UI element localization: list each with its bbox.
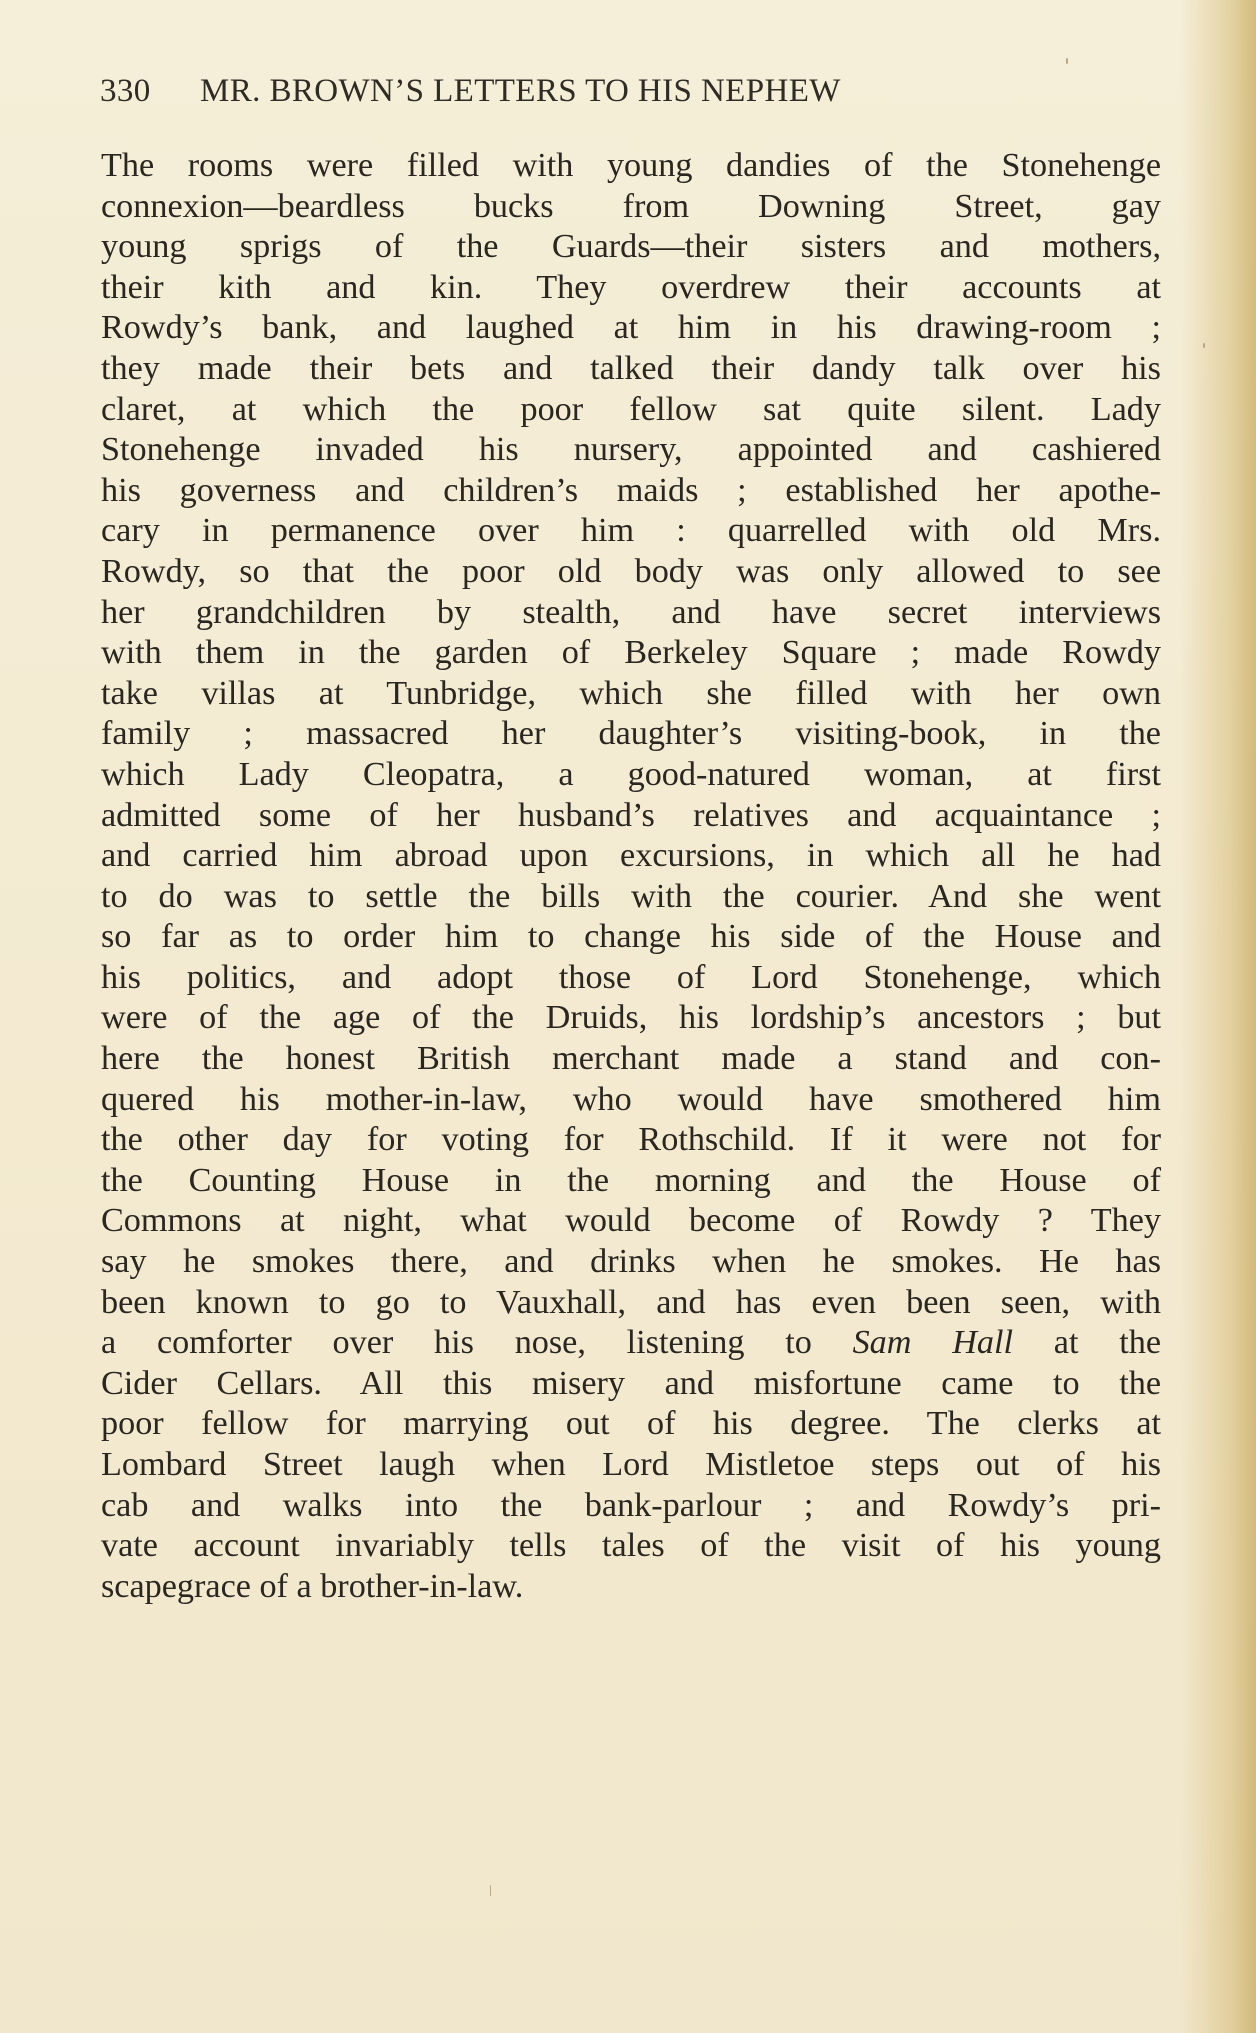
text-line: say he smokes there, and drinks when he smokes. He has (101, 1243, 1161, 1281)
text-line: here the honest British merchant made a stand and con- (101, 1040, 1161, 1078)
text-line: they made their bets and talked their dandy talk over his (101, 349, 1161, 387)
text-line: Stonehenge invaded his nursery, appointed and cashiered (101, 431, 1161, 469)
text-line: admitted some of her husband’s relatives and acquaintance ; (101, 796, 1161, 834)
text-line: to do was to settle the bills with the courier. And she went (101, 877, 1161, 915)
text-line: Commons at night, what would become of Rowdy ? They (101, 1202, 1161, 1240)
text-line: the other day for voting for Rothschild. If it were not for (101, 1121, 1161, 1159)
text-line: Cider Cellars. All this misery and misfortune came to the (101, 1364, 1161, 1402)
text-line: cab and walks into the bank-parlour ; and Rowdy’s pri- (101, 1486, 1161, 1524)
text-line: Rowdy, so that the poor old body was only allowed to see (101, 552, 1161, 590)
text-line-with-italic (101, 1323, 1161, 1364)
text-line: family ; massacred her daughter’s visiting-book, in the (101, 715, 1161, 753)
body-text (101, 146, 1161, 1607)
text-line: take villas at Tunbridge, which she filled with her own (101, 674, 1161, 712)
text-line: been known to go to Vauxhall, and has even been seen, with (101, 1283, 1161, 1321)
text-line: his governess and children’s maids ; established her apothe- (101, 471, 1161, 509)
text-line: poor fellow for marrying out of his degree. The clerks at (101, 1405, 1161, 1443)
text-line: quered his mother-in-law, who would have smothered him (101, 1080, 1161, 1118)
running-title: MR. BROWN’S LETTERS TO HIS NEPHEW (200, 73, 841, 109)
text-line: young sprigs of the Guards—their sisters and mothers, (101, 228, 1161, 266)
text-line: with them in the garden of Berkeley Square ; made Rowdy (101, 634, 1161, 672)
text-line: his politics, and adopt those of Lord Stonehenge, which (101, 958, 1161, 996)
text-line: The rooms were filled with young dandies of the Stonehenge (101, 147, 1161, 184)
text-line: Lombard Street laugh when Lord Mistletoe steps out of his (101, 1446, 1161, 1483)
text-segment: a comforter over his nose, listening to (101, 1324, 853, 1362)
paper-speck (1203, 343, 1205, 348)
text-line: connexion—beardless bucks from Downing Street, gay (101, 187, 1161, 225)
text-line: the Counting House in the morning and the House of (101, 1161, 1161, 1199)
running-head (100, 70, 1160, 112)
italic-title: Sam Hall (852, 1324, 1014, 1362)
paper-speck (490, 1885, 491, 1896)
text-line: so far as to order him to change his side of the House and (101, 918, 1161, 956)
text-line: vate account invariably tells tales of the visit of his young (101, 1527, 1161, 1565)
text-segment: at the (1013, 1324, 1162, 1362)
text-line: were of the age of the Druids, his lordship’s ancestors ; but (101, 999, 1161, 1037)
text-line: which Lady Cleopatra, a good-natured woman, at first (101, 755, 1161, 793)
text-line: claret, at which the poor fellow sat quite silent. Lady (101, 390, 1161, 428)
text-line: cary in permanence over him : quarrelled with old Mrs. (101, 512, 1161, 550)
text-line: their kith and kin. They overdrew their accounts at (101, 268, 1161, 306)
text-line-last: scapegrace of a brother-in-law. (101, 1567, 524, 1605)
text-line: and carried him abroad upon excursions, in which all he had (101, 837, 1161, 875)
text-line: her grandchildren by stealth, and have secret interviews (101, 593, 1161, 631)
paper-speck (1066, 58, 1068, 64)
text-line: Rowdy’s bank, and laughed at him in his drawing-room ; (101, 309, 1161, 347)
page-number: 330 (100, 73, 151, 109)
